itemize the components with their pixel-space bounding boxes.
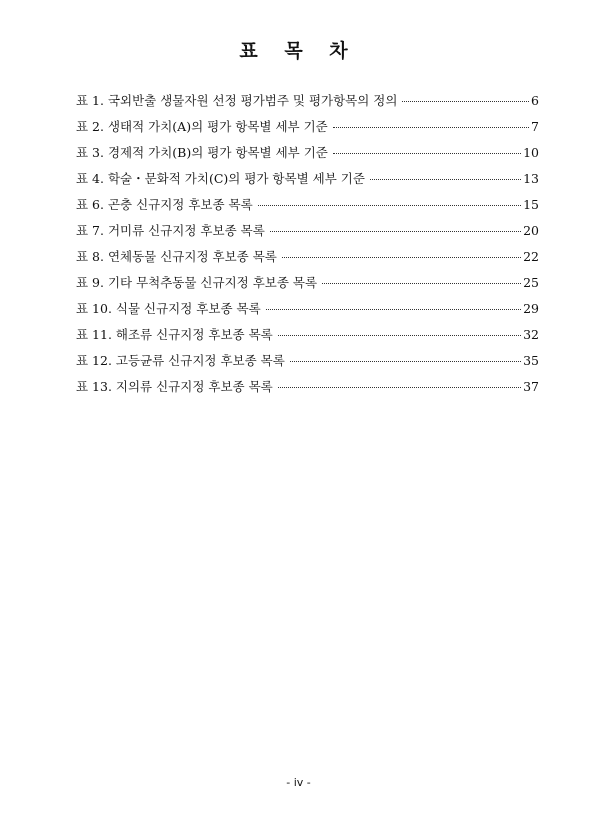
table-of-contents	[76, 92, 539, 404]
toc-entry[interactable]	[76, 92, 539, 118]
toc-entry-page: 22	[523, 249, 539, 264]
toc-entry-page: 6	[531, 93, 539, 108]
toc-entry-label: 표 3. 경제적 가치(B)의 평가 항목별 세부 기준	[76, 145, 328, 160]
toc-entry-page: 29	[523, 301, 539, 316]
dot-leader	[333, 127, 529, 128]
toc-entry[interactable]	[76, 326, 539, 352]
toc-entry-page: 10	[523, 145, 539, 160]
dot-leader	[278, 387, 521, 388]
toc-entry[interactable]	[76, 248, 539, 274]
dot-leader	[270, 231, 521, 232]
toc-entry[interactable]	[76, 118, 539, 144]
toc-entry[interactable]	[76, 274, 539, 300]
toc-entry-page: 37	[523, 379, 539, 394]
dot-leader	[333, 153, 521, 154]
toc-entry[interactable]	[76, 222, 539, 248]
toc-entry-label: 표 1. 국외반출 생물자원 선정 평가범주 및 평가항목의 정의	[76, 93, 398, 108]
toc-entry[interactable]	[76, 378, 539, 404]
toc-entry-page: 20	[523, 223, 539, 238]
dot-leader	[282, 257, 521, 258]
toc-entry-label: 표 7. 거미류 신규지정 후보종 목록	[76, 223, 265, 238]
toc-entry-label: 표 8. 연체동물 신규지정 후보종 목록	[76, 249, 277, 264]
toc-entry-label: 표 4. 학술・문화적 가치(C)의 평가 항목별 세부 기준	[76, 171, 365, 186]
toc-entry-page: 35	[523, 353, 539, 368]
toc-entry-label: 표 9. 기타 무척추동물 신규지정 후보종 목록	[76, 275, 318, 290]
toc-entry-page: 32	[523, 327, 539, 342]
toc-entry-page: 25	[523, 275, 539, 290]
toc-entry-label: 표 10. 식물 신규지정 후보종 목록	[76, 301, 261, 316]
toc-entry-label: 표 12. 고등균류 신규지정 후보종 목록	[76, 353, 285, 368]
dot-leader	[322, 283, 521, 284]
dot-leader	[290, 361, 521, 362]
dot-leader	[278, 335, 521, 336]
toc-entry-page: 7	[531, 119, 539, 134]
toc-entry[interactable]	[76, 300, 539, 326]
page-number-footer: - iv -	[286, 776, 311, 789]
page-title: 표 목 차	[239, 40, 358, 62]
toc-entry-page: 15	[523, 197, 539, 212]
dot-leader	[258, 205, 521, 206]
toc-entry-label: 표 2. 생태적 가치(A)의 평가 항목별 세부 기준	[76, 119, 328, 134]
toc-entry[interactable]	[76, 352, 539, 378]
dot-leader	[402, 101, 529, 102]
dot-leader	[370, 179, 521, 180]
toc-entry[interactable]	[76, 196, 539, 222]
toc-entry[interactable]	[76, 170, 539, 196]
toc-entry-page: 13	[523, 171, 539, 186]
toc-entry-label: 표 13. 지의류 신규지정 후보종 목록	[76, 379, 273, 394]
toc-entry[interactable]	[76, 144, 539, 170]
dot-leader	[266, 309, 521, 310]
toc-entry-label: 표 6. 곤충 신규지정 후보종 목록	[76, 197, 253, 212]
toc-entry-label: 표 11. 해조류 신규지정 후보종 목록	[76, 327, 273, 342]
